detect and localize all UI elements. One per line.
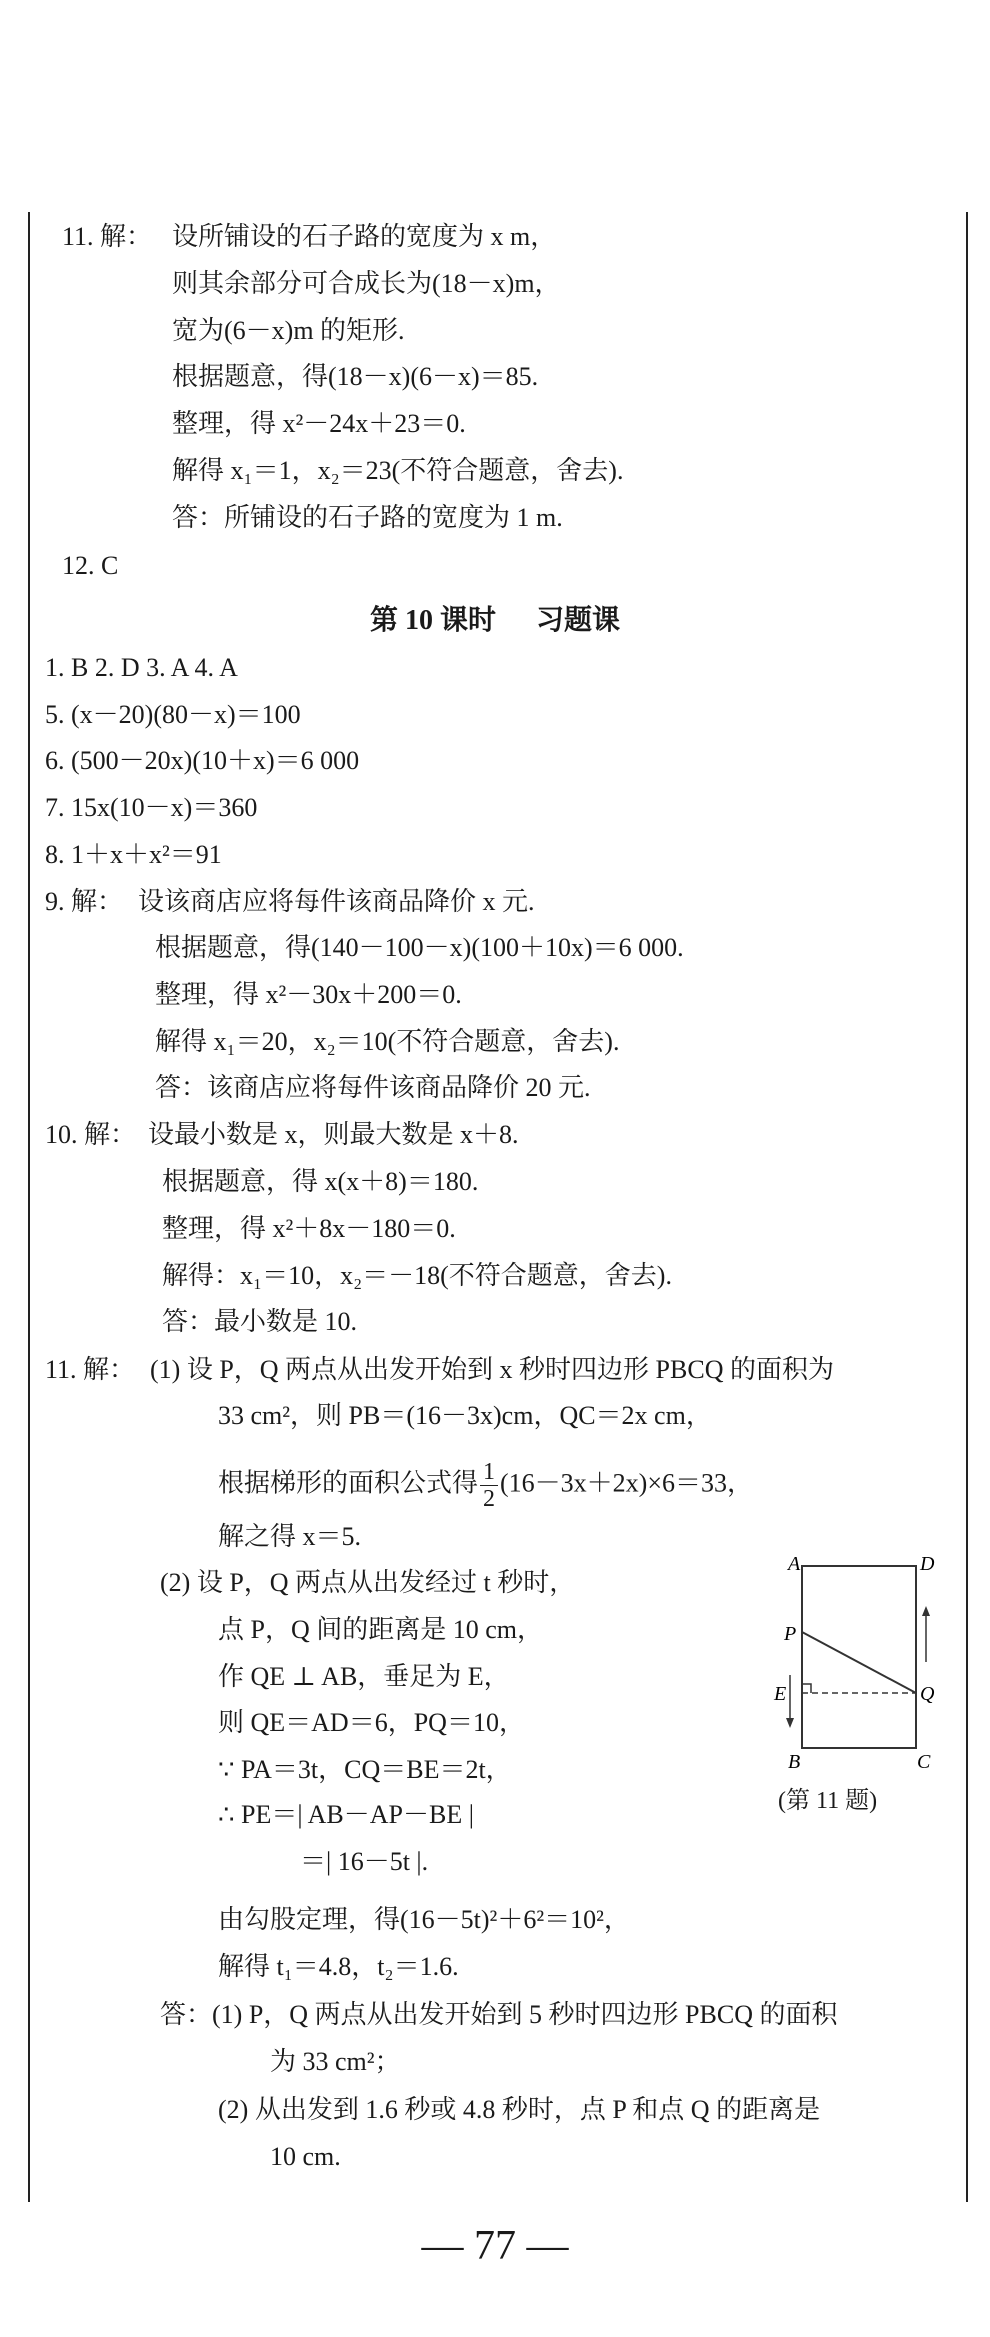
q9-line: 根据题意，得(140－100－x)(100＋10x)＝6 000. — [155, 933, 684, 962]
q11b-answer-line: 为 33 cm²； — [270, 2047, 401, 2076]
label-e: E — [774, 1683, 787, 1705]
q9-line: 设该商店应将每件该商品降价 x 元. — [138, 887, 535, 916]
fraction-one-half — [480, 1459, 498, 1512]
q10-line: 答：最小数是 10. — [162, 1307, 358, 1336]
q11-number: 11. 解： — [62, 222, 153, 251]
short-answer: 1. B 2. D 3. A 4. A — [45, 653, 238, 682]
short-answer: 7. 15x(10－x)＝360 — [45, 793, 258, 822]
q9-number: 9. 解： — [45, 887, 124, 916]
q11b-part2-line: 点 P，Q 间的距离是 10 cm， — [218, 1615, 544, 1644]
label-q: Q — [920, 1683, 935, 1705]
q11b-line: 解之得 x＝5. — [218, 1522, 362, 1551]
q11b-part2-line: (2) 设 P，Q 两点从出发经过 t 秒时， — [160, 1568, 576, 1597]
q11b-part2-line: ＝| 16－5t |. — [300, 1847, 429, 1876]
q10-line: 设最小数是 x，则最大数是 x＋8. — [148, 1120, 519, 1149]
right-angle-mark — [802, 1684, 811, 1693]
q10-number: 10. 解： — [45, 1120, 137, 1149]
q9-line: 整理，得 x²－30x＋200＝0. — [155, 980, 462, 1009]
q11-line: 答：所铺设的石子路的宽度为 1 m. — [172, 503, 563, 532]
short-answer: 5. (x－20)(80－x)＝100 — [45, 700, 301, 729]
fraction-denominator: 2 — [483, 1486, 496, 1512]
q10-line: 解得：x₁＝10，x₂＝－18(不符合题意，舍去). — [162, 1261, 672, 1290]
figure-caption: (第 11 题) — [778, 1788, 878, 1814]
q11b-part2-line: ∴ PE＝| AB－AP－BE | — [218, 1800, 474, 1829]
formula-prefix: 根据梯形的面积公式得 — [218, 1468, 479, 1498]
left-margin-rule — [28, 212, 30, 2202]
q11b-answer-line: 答：(1) P，Q 两点从出发开始到 5 秒时四边形 PBCQ 的面积 — [160, 2000, 838, 2029]
section-heading — [0, 598, 990, 638]
q11-line: 宽为(6－x)m 的矩形. — [172, 316, 405, 345]
fraction-numerator: 1 — [480, 1459, 498, 1486]
q11b-part2-line: 由勾股定理，得(16－5t)²＋6²＝10²， — [218, 1905, 630, 1934]
label-a: A — [788, 1553, 801, 1575]
q11-line: 整理，得 x²－24x＋23＝0. — [172, 409, 466, 438]
section-title: 第 10 课时 — [369, 605, 496, 636]
q11-line: 则其余部分可合成长为(18－x)m， — [172, 269, 561, 298]
q10-line: 整理，得 x²＋8x－180＝0. — [162, 1214, 456, 1243]
q11b-part2-line: ∵ PA＝3t，CQ＝BE＝2t， — [218, 1755, 512, 1784]
q11b-number: 11. 解： — [45, 1355, 136, 1384]
q11-line: 根据题意，得(18－x)(6－x)＝85. — [172, 362, 539, 391]
label-c: C — [917, 1751, 931, 1773]
q11b-line: 33 cm²，则 PB＝(16－3x)cm，QC＝2x cm， — [218, 1401, 712, 1430]
label-p: P — [784, 1623, 797, 1645]
page-number: — 77 — — [421, 2223, 569, 2269]
rectangle-abcd — [802, 1566, 916, 1748]
section-subtitle: 习题课 — [536, 605, 621, 636]
q12-answer: 12. C — [62, 551, 119, 580]
q11b-answer-line: (2) 从出发到 1.6 秒或 4.8 秒时，点 P 和点 Q 的距离是 — [218, 2095, 821, 2124]
short-answer: 8. 1＋x＋x²＝91 — [45, 840, 222, 869]
q11b-line: (1) 设 P，Q 两点从出发开始到 x 秒时四边形 PBCQ 的面积为 — [150, 1355, 834, 1384]
q11b-part2-line: 解得 t₁＝4.8，t₂＝1.6. — [218, 1952, 459, 1981]
label-b: B — [788, 1751, 801, 1773]
rectangle-figure — [770, 1550, 950, 1780]
formula-suffix: (16－3x＋2x)×6＝33， — [500, 1468, 753, 1498]
q11b-answer-line: 10 cm. — [270, 2142, 341, 2171]
label-d: D — [920, 1553, 935, 1575]
q11b-part2-line: 则 QE＝AD＝6，PQ＝10， — [218, 1708, 525, 1737]
right-margin-rule — [966, 212, 968, 2202]
q11b-part2-line: 作 QE ⊥ AB，垂足为 E， — [218, 1662, 510, 1691]
q10-line: 根据题意，得 x(x＋8)＝180. — [162, 1167, 479, 1196]
short-answer: 6. (500－20x)(10＋x)＝6 000 — [45, 746, 360, 775]
q11b-formula-line — [218, 1459, 753, 1512]
q11-line: 设所铺设的石子路的宽度为 x m， — [172, 222, 557, 251]
q9-line: 解得 x₁＝20，x₂＝10(不符合题意，舍去). — [155, 1027, 620, 1056]
q11-line: 解得 x₁＝1，x₂＝23(不符合题意，舍去). — [172, 456, 624, 485]
q9-line: 答：该商店应将每件该商品降价 20 元. — [155, 1073, 591, 1102]
segment-pq — [802, 1632, 916, 1693]
